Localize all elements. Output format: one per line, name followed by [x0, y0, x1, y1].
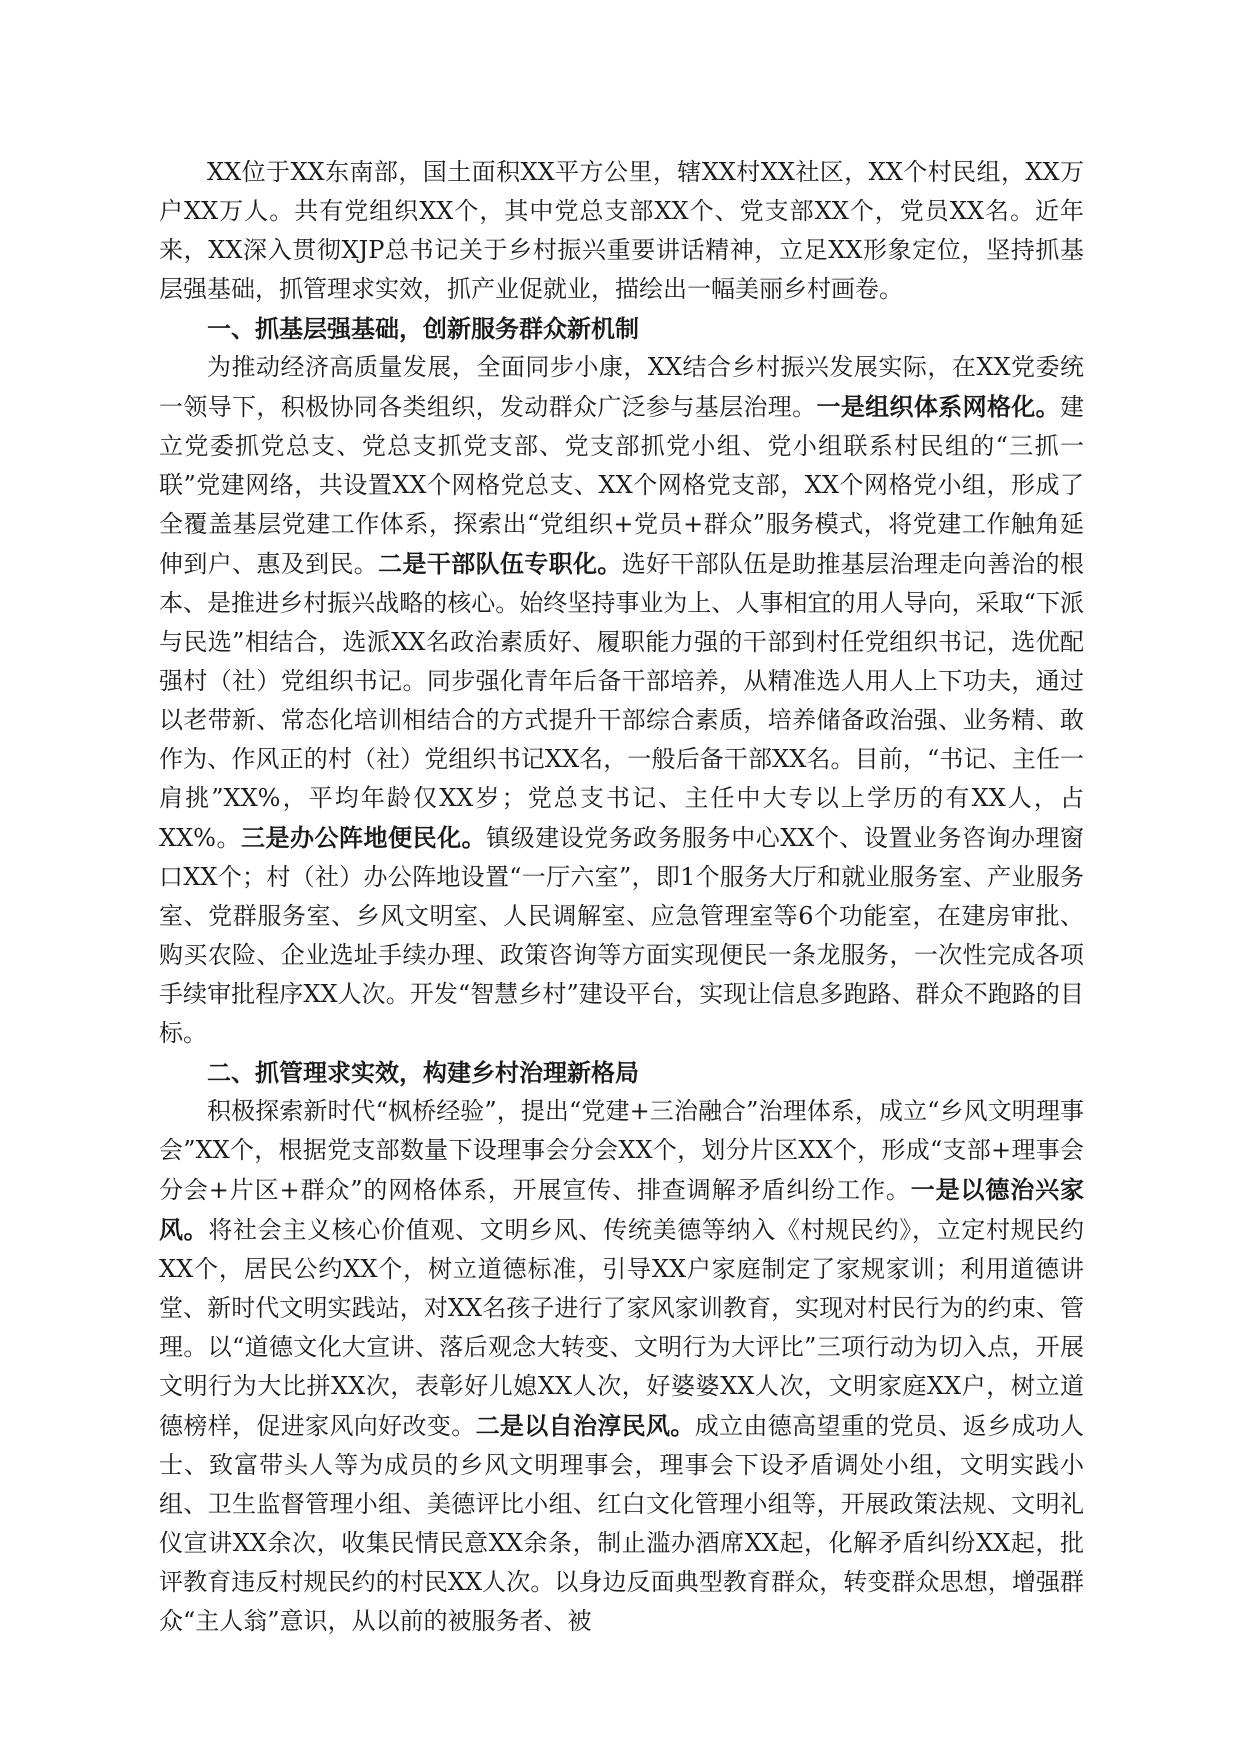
section-1-text-a: 为推动经济高质量发展，全面同步小康，XX结合乡村振兴发展实际，在XX党委统一领导下，积极协同各类组织，发动群众广泛参与基层治理。: [159, 353, 1084, 421]
section-2-lead-2: 二是以自治淳民风。: [475, 1411, 695, 1440]
intro-paragraph: XX位于XX东南部，国土面积XX平方公里，辖XX村XX社区，XX个村民组，XX万户XX万人。共有党组织XX个，其中党总支部XX个、党支部XX个，党员XX名。近年来，XX深入贯彻XJP总书记关于乡村振兴重要讲话精神，立足XX形象定位，坚持抓基层强基础，抓管理求实效，抓产业促就业，描绘出一幅美丽乡村画卷。: [159, 158, 1084, 303]
section-1-heading: 一、抓基层强基础，创新服务群众新机制: [207, 314, 639, 343]
section-2-heading: 二、抓管理求实效，构建乡村治理新格局: [207, 1058, 639, 1087]
section-2-text-a: 积极探索新时代“枫桥经验”，提出“党建+三治融合”治理体系，成立“乡风文明理事会”XX个，根据党支部数量下设理事会分会XX个，划分片区XX个，形成“支部+理事会分会+片区+群众”的网格体系，开展宣传、排查调解矛盾纠纷工作。: [159, 1097, 1084, 1204]
section-1-text-d: 镇级建设党务政务服务中心XX个、设置业务咨询办理窗口XX个；村（社）办公阵地设置“一厅六室”，即1个服务大厅和就业服务室、产业服务室、党群服务室、乡风文明室、人民调解室、应急管理室等6个功能室，在建房审批、购买农险、企业选址手续办理、政策咨询等方面实现便民一条龙服务，一次性完成各项手续审批程序XX人次。开发“智慧乡村”建设平台，实现让信息多跑路、群众不跑路的目标。: [159, 824, 1085, 1047]
section-2-text-c: 成立由德高望重的党员、返乡成功人士、致富带头人等为成员的乡风文明理事会，理事会下设矛盾调处小组，文明实践小组、卫生监督管理小组、美德评比小组、红白文化管理小组等，开展政策法规、文明礼仪宣讲XX余次，收集民情民意XX余条，制止滥办酒席XX起，化解矛盾纠纷XX起，批评教育违反村规民约的村民XX人次。以身边反面典型教育群众，转变群众思想，增强群众“主人翁”意识，从以前的被服务者、被: [159, 1412, 1085, 1635]
section-2-paragraph: [159, 1092, 1084, 1641]
document-page: [159, 153, 1084, 1641]
section-2-lead-1: 一是以德治兴家风。: [159, 1175, 1084, 1244]
section-1-lead-3: 三是办公阵地便民化。: [241, 823, 487, 852]
section-1-text-c: 选好干部队伍是助推基层治理走向善治的根本、是推进乡村振兴战略的核心。始终坚持事业为上、人事相宜的用人导向，采取“下派与民选”相结合，选派XX名政治素质好、履职能力强的干部到村任党组织书记，选优配强村（社）党组织书记。同步强化青年后备干部培养，从精准选人用人上下功夫，通过以老带新、常态化培训相结合的方式提升干部综合素质，培养储备政治强、业务精、敢作为、作风正的村（社）党组织书记XX名，一般后备干部XX名。目前，“书记、主任一肩挑”XX%，平均年龄仅XX岁；党总支书记、主任中大专以上学历的有XX人，占XX%。: [159, 550, 1085, 852]
section-2-text-b: 将社会主义核心价值观、文明乡风、传统美德等纳入《村规民约》，立定村规民约XX个，居民公约XX个，树立道德标准，引导XX户家庭制定了家规家训；利用道德讲堂、新时代文明实践站，对XX名孩子进行了家风家训教育，实现对村民行为的约束、管理。以“道德文化大宣讲、落后观念大转变、文明行为大评比”三项行动为切入点，开展文明行为大比拼XX次，表彰好儿媳XX人次，好婆婆XX人次，文明家庭XX户，树立道德榜样，促进家风向好改变。: [159, 1216, 1085, 1440]
section-1-lead-2: 二是干部队伍专职化。: [378, 549, 622, 578]
section-1-paragraph: [159, 348, 1084, 1053]
section-1-text-b: 建立党委抓党总支、党总支抓党支部、党支部抓党小组、党小组联系村民组的“三抓一联”党建网络，共设置XX个网格党总支、XX个网格党支部，XX个网格党小组，形成了全覆盖基层党建工作体系，探索出“党组织+党员+群众”服务模式，将党建工作触角延伸到户、惠及到民。: [159, 393, 1084, 578]
section-1-lead-1: 一是组织体系网格化。: [816, 392, 1060, 421]
